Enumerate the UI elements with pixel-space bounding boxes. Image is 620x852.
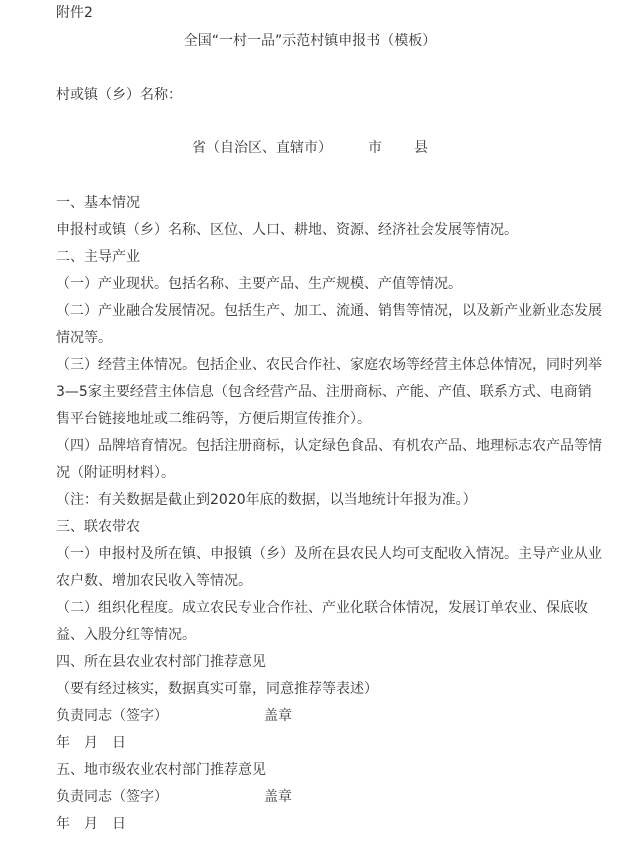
section1-heading: 一、基本情况: [56, 195, 140, 211]
province-label: 省（自治区、直辖市）: [192, 140, 332, 156]
city-label: 市: [368, 140, 382, 156]
section5-seal-label: 盖章: [264, 789, 292, 805]
section2-heading: 二、主导产业: [56, 249, 140, 265]
section2-item3: （三）经营主体情况。包括企业、农民合作社、家庭农场等经营主体总体情况，同时列举3—5家主要经营主体信息（包含经营产品、注册商标、产能、产值、联系方式、电商销售平台链接地址或二维码等，方便后期宣传推介）。: [56, 357, 602, 427]
section5-sign-row: [56, 784, 604, 811]
section2-item4: （四）品牌培育情况。包括注册商标，认定绿色食品、有机农产品、地理标志农产品等情况（附证明材料）。: [56, 438, 602, 481]
section5-signer-label: 负责同志（签字）: [56, 789, 168, 805]
section3-item1: （一）申报村及所在镇、申报镇（乡）及所在县农民人均可支配收入情况。主导产业从业农户数、增加农民收入等情况。: [56, 546, 602, 589]
section5-date-row: [56, 811, 604, 838]
section4-instruction: （要有经过核实，数据真实可靠，同意推荐等表述）: [56, 681, 378, 697]
section2-item1: （一）产业现状。包括名称、主要产品、生产规模、产值等情况。: [56, 276, 462, 292]
section3-item2: （二）组织化程度。成立农民专业合作社、产业化联合体情况，发展订单农业、保底收益、入股分红等情况。: [56, 600, 588, 643]
section4-sign-row: [56, 703, 604, 730]
section4-date-year: 年: [56, 735, 70, 751]
section4-date-month: 月: [84, 735, 98, 751]
section4-signer-label: 负责同志（签字）: [56, 708, 168, 724]
section2-note: （注：有关数据是截止到2020年底的数据，以当地统计年报为准。）: [56, 492, 477, 508]
section4-seal-label: 盖章: [264, 708, 292, 724]
attachment-label: 附件2: [56, 5, 93, 21]
section4-heading: 四、所在县农业农村部门推荐意见: [56, 654, 266, 670]
province-city-county-line: [0, 139, 620, 157]
section5-heading: 五、地市级农业农村部门推荐意见: [56, 762, 266, 778]
county-label: 县: [414, 140, 428, 156]
section5-date-month: 月: [84, 816, 98, 832]
section2-item2: （二）产业融合发展情况。包括生产、加工、流通、销售等情况，以及新产业新业态发展情况等。: [56, 303, 602, 346]
section5-date-day: 日: [112, 816, 126, 832]
section3-heading: 三、联农带农: [56, 519, 140, 535]
village-name-label: 村或镇（乡）名称：: [56, 87, 182, 103]
section5-date-year: 年: [56, 816, 70, 832]
document-title: 全国“一村一品”示范村镇申报书（模板）: [183, 33, 437, 49]
section1-text: 申报村或镇（乡）名称、区位、人口、耕地、资源、经济社会发展等情况。: [56, 222, 518, 238]
section4-date-row: [56, 730, 604, 757]
section4-date-day: 日: [112, 735, 126, 751]
